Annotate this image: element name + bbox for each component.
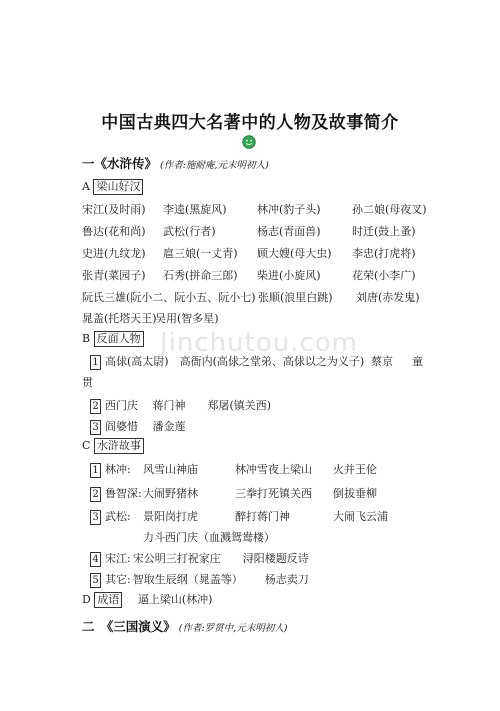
- list-item: [90, 418, 186, 436]
- story-title: 杨志卖刀: [264, 573, 309, 586]
- sub-letter: A: [82, 180, 90, 193]
- sub-letter: D: [82, 593, 91, 606]
- story-title: 三拳打死镇关西: [235, 487, 312, 500]
- item-text: 高俅(高太尉) 高衙内(高俅之堂弟、高俅以之为义子): [105, 355, 365, 368]
- story-title: 大闹飞云浦: [333, 510, 388, 523]
- item-number: 5: [90, 573, 101, 588]
- smiley-icon: [242, 135, 256, 149]
- item-text: 阎婆惜 潘金莲: [105, 420, 186, 433]
- item-extra: 蔡京: [371, 355, 393, 368]
- list-item-continued: 贯: [82, 376, 93, 389]
- hero-entry: 阮氏三雄(阮小二、阮小五、阮小七): [82, 291, 256, 304]
- idiom-text: 逼上梁山(林冲): [137, 593, 213, 606]
- story-row: [90, 571, 490, 589]
- section-title: 二 《三国演义》: [82, 619, 176, 634]
- story-character: 其它:: [105, 573, 131, 586]
- list-item: [90, 397, 271, 415]
- item-text: 西门庆 蒋门神 郑屠(镇关西): [105, 399, 272, 412]
- story-title: 浔阳楼题反诗: [242, 552, 309, 565]
- item-number: 1: [90, 463, 101, 478]
- sub-letter: C: [82, 439, 91, 452]
- hero-entry: 孙二娘(母夜叉): [352, 203, 427, 216]
- sub-heading-a: [82, 179, 143, 197]
- list-item: [90, 353, 470, 371]
- sub-label: 梁山好汉: [93, 179, 143, 195]
- section-title: 一《水浒传》: [82, 156, 158, 171]
- sub-heading-b: [82, 331, 144, 349]
- item-number: 3: [90, 510, 101, 525]
- section-heading-shuihu: [82, 154, 269, 172]
- hero-entry: 史进(九纹龙): [82, 247, 146, 260]
- story-title: 景阳岗打虎: [143, 510, 198, 523]
- story-title: 林冲雪夜上梁山: [235, 463, 312, 476]
- page-title: 中国古典四大名著中的人物及故事简介: [101, 113, 399, 133]
- hero-entry: 李忠(打虎将): [352, 247, 416, 260]
- story-title: 风雪山神庙: [143, 463, 198, 476]
- item-number: 2: [90, 399, 101, 414]
- sub-label: 反面人物: [94, 331, 144, 347]
- story-row: [90, 550, 490, 568]
- hero-entry: 柴进(小旋风): [257, 269, 321, 282]
- watermark: Jinchutou.com: [160, 328, 358, 358]
- hero-entry: 刘唐(赤发鬼): [356, 291, 420, 304]
- story-character: 宋江:: [105, 552, 131, 565]
- sub-label: 水浒故事: [94, 438, 144, 454]
- story-title: 大闹野猪林: [143, 487, 198, 500]
- hero-entry: 杨志(青面兽): [257, 225, 321, 238]
- hero-entry: 武松(行者): [163, 225, 216, 238]
- hero-entry: 时迁(鼓上蚤): [352, 225, 416, 238]
- story-title: 力斗西门庆（血溅鸳鸯楼）: [143, 531, 275, 544]
- hero-entry: 晁盖(托塔天王): [82, 312, 157, 325]
- section-heading-sanguo: [82, 617, 287, 635]
- hero-entry: 张青(菜园子): [82, 269, 146, 282]
- story-title: 醉打蒋门神: [235, 510, 290, 523]
- story-title: 智取生辰纲（晁盖等）: [132, 573, 243, 586]
- hero-entry: 扈三娘(一丈青): [163, 247, 238, 260]
- hero-entry: 宋江(及时雨): [82, 203, 146, 216]
- hero-entry: 石秀(拼命三郎): [163, 269, 238, 282]
- hero-entry: 张顺(浪里白跳): [258, 291, 333, 304]
- hero-entry: 花荣(小李广): [352, 269, 416, 282]
- sub-label: 成语: [94, 592, 122, 608]
- item-number: 2: [90, 487, 101, 502]
- hero-entry: 鲁达(花和尚): [82, 225, 146, 238]
- hero-entry: 李逵(黑旋风): [163, 203, 227, 216]
- item-number: 1: [90, 355, 101, 370]
- story-character: 武松:: [105, 510, 131, 523]
- story-title: 火并王伦: [333, 463, 377, 476]
- section-author: (作者:罗贯中,元末明初人): [178, 623, 288, 634]
- sub-heading-d: [82, 591, 212, 609]
- story-title: 倒拔垂柳: [333, 487, 377, 500]
- hero-entry: 林冲(豹子头): [257, 203, 321, 216]
- section-author: (作者:施耐庵,元末明初人): [160, 160, 269, 171]
- story-row: [90, 461, 490, 479]
- item-extra: 童: [412, 355, 423, 368]
- story-character: 鲁智深:: [105, 487, 142, 500]
- story-title: 宋公明三打祝家庄: [132, 552, 221, 565]
- hero-entry: 吴用(智多星): [155, 312, 219, 325]
- story-character: 林冲:: [105, 463, 131, 476]
- item-number: 3: [90, 420, 101, 435]
- hero-entry: 顾大嫂(母大虫): [257, 247, 332, 260]
- item-number: 4: [90, 552, 101, 567]
- story-row: [90, 508, 490, 526]
- sub-heading-c: [82, 438, 144, 456]
- story-row: [90, 485, 490, 503]
- sub-letter: B: [82, 332, 91, 345]
